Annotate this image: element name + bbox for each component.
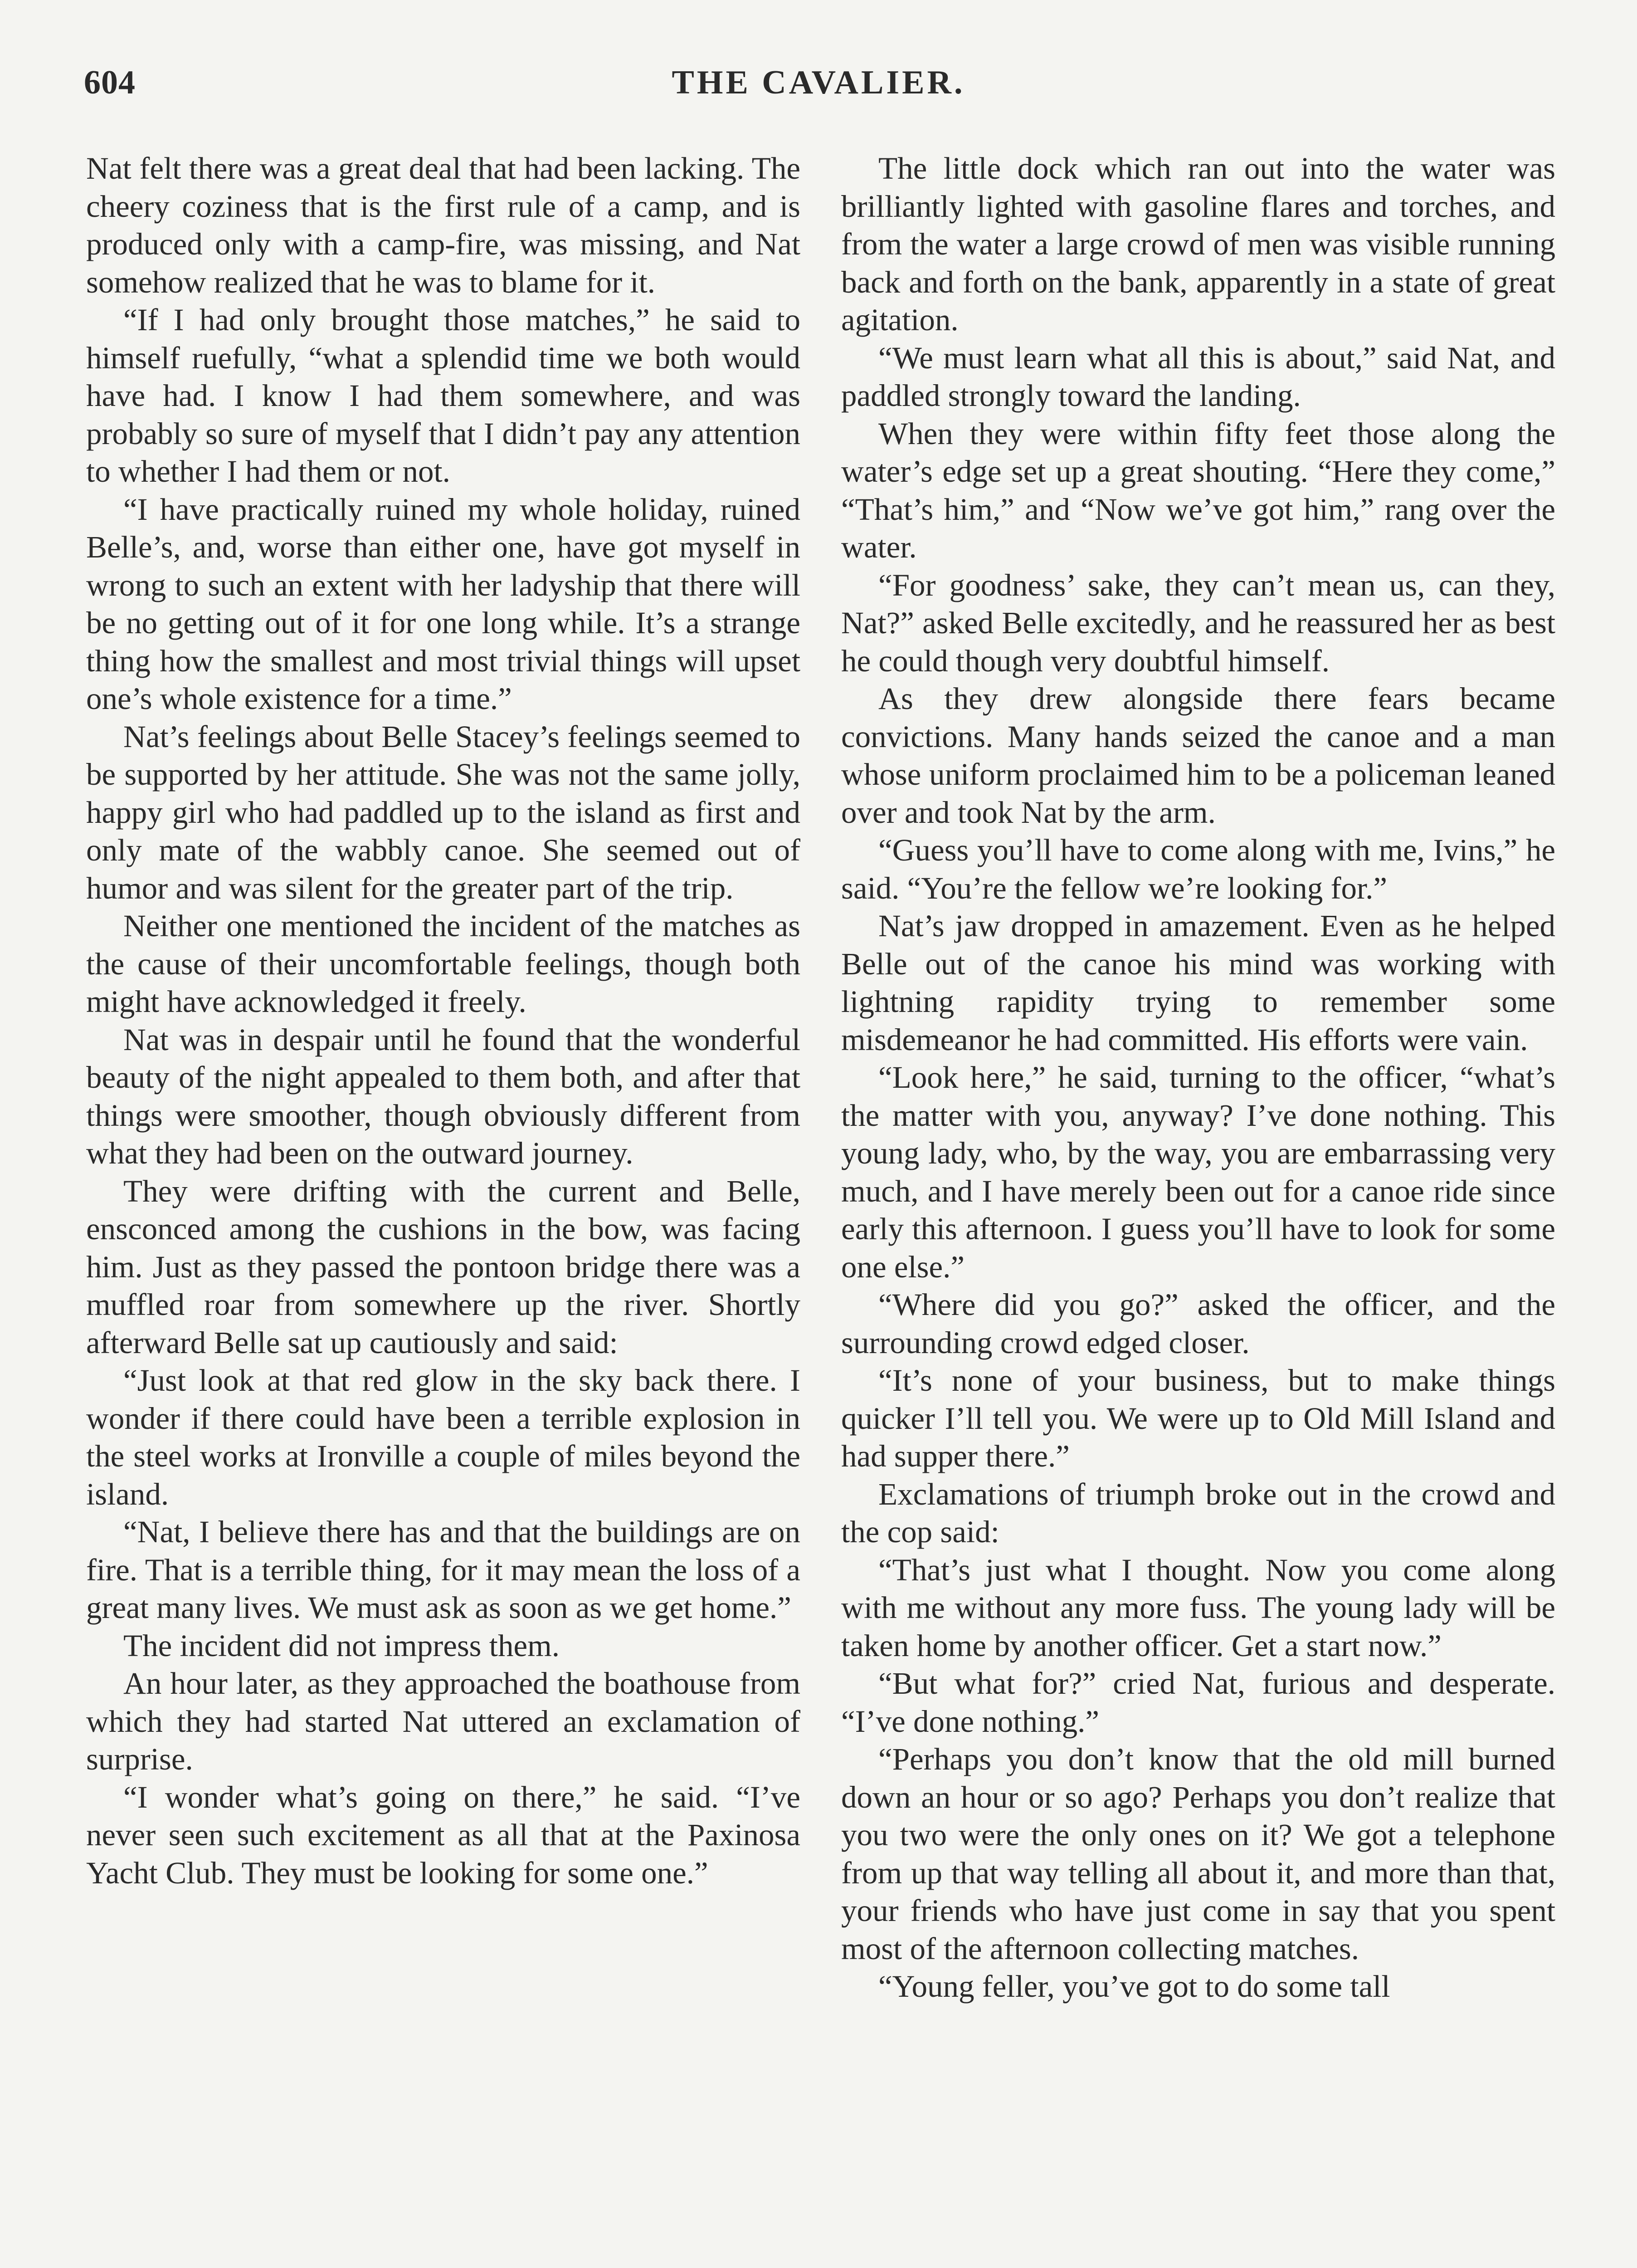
paragraph: Nat’s jaw dropped in amazement. Even as he helped Belle out of the canoe his mind was working with lightning rapidity trying to remember some misdemeanor he had committed. His efforts were vain. bbox=[841, 909, 1555, 1057]
paragraph: When they were within fifty feet those along the water’s edge set up a great shouting. “Here they come,” “That’s him,” and “Now we’ve got him,” rang over the water. bbox=[841, 416, 1555, 564]
paragraph: “For goodness’ sake, they can’t mean us, can they, Nat?” asked Belle excitedly, and he reassured her as best he could though very doubtful himself. bbox=[841, 567, 1555, 678]
paragraph: Neither one mentioned the incident of the matches as the cause of their uncomfortable feelings, though both might have acknowledged it freely. bbox=[86, 909, 800, 1019]
paragraph: “I wonder what’s going on there,” he said. “I’ve never seen such excitement as all that at the Paxinosa Yacht Club. They must be looking for some one.” bbox=[86, 1779, 800, 1890]
paragraph: Nat’s feelings about Belle Stacey’s feelings seemed to be supported by her attitude. She was not the same jolly, happy girl who had paddled up to the island as first and only mate of the wabbly canoe. She seemed out of humor and was silent for the greater part of the trip. bbox=[86, 719, 800, 905]
magazine-title: THE CAVALIER. bbox=[672, 64, 965, 101]
paragraph: They were drifting with the current and Belle, ensconced among the cushions in the bow, was facing him. Just as they passed the pontoon bridge there was a muffled roar from somewhere up the river. Shortly afterward Belle sat up cautiously and said: bbox=[86, 1173, 800, 1360]
paragraph: As they drew alongside there fears became convictions. Many hands seized the canoe and a man whose uniform proclaimed him to be a policeman leaned over and took Nat by the arm. bbox=[841, 681, 1555, 830]
paragraph: “Look here,” he said, turning to the officer, “what’s the matter with you, anyway? I’ve done nothing. This young lady, who, by the way, you are embarrassing very much, and I have merely been out for a canoe ride since early this afternoon. I guess you’ll have to look for some one else.” bbox=[841, 1060, 1555, 1284]
paragraph: “Perhaps you don’t know that the old mill burned down an hour or so ago? Perhaps you don’t realize that you two were the only ones on it? We got a telephone from up that way telling all about it, and more than that, your friends who have just come in say that you spent most of the afternoon collecting matches. bbox=[841, 1742, 1555, 1966]
paragraph: “It’s none of your business, but to make things quicker I’ll tell you. We were up to Old Mill Island and had supper there.” bbox=[841, 1363, 1555, 1473]
paragraph: Nat was in despair until he found that the wonderful beauty of the night appealed to them both, and after that things were smoother, though obviously different from what they had been on the outward journey. bbox=[86, 1022, 800, 1170]
paragraph: “Where did you go?” asked the officer, and the surrounding crowd edged closer. bbox=[841, 1287, 1555, 1360]
paragraph: “That’s just what I thought. Now you come along with me without any more fuss. The young lady will be taken home by another officer. Get a start now.” bbox=[841, 1552, 1555, 1663]
paragraph: The incident did not impress them. bbox=[123, 1628, 560, 1663]
paragraph: An hour later, as they approached the boathouse from which they had started Nat uttered an exclamation of surprise. bbox=[86, 1666, 800, 1776]
paragraph: “But what for?” cried Nat, furious and desperate. “I’ve done nothing.” bbox=[841, 1666, 1555, 1739]
paragraph: Exclamations of triumph broke out in the crowd and the cop said: bbox=[841, 1476, 1555, 1549]
left-column bbox=[86, 150, 800, 2268]
paragraph: “Just look at that red glow in the sky back there. I wonder if there could have been a terrible explosion in the steel works at Ironville a couple of miles beyond the island. bbox=[86, 1363, 800, 1511]
paragraph: The little dock which ran out into the water was brilliantly lighted with gasoline flares and torches, and from the water a large crowd of men was visible running back and forth on the bank, apparently in a state of great agitation. bbox=[841, 151, 1555, 337]
paragraph: “I have practically ruined my whole holiday, ruined Belle’s, and, worse than either one, have got myself in wrong to such an extent with her ladyship that there will be no getting out of it for one long while. It’s a strange thing how the smallest and most trivial things will upset one’s whole existence for a time.” bbox=[86, 492, 800, 716]
right-column bbox=[841, 150, 1555, 2268]
paragraph: “We must learn what all this is about,” said Nat, and paddled strongly toward the landing. bbox=[841, 340, 1555, 413]
paragraph: “Young feller, you’ve got to do some tall bbox=[878, 1969, 1390, 2004]
page-number: 604 bbox=[84, 64, 136, 101]
paragraph: “Guess you’ll have to come along with me, Ivins,” he said. “You’re the fellow we’re looking for.” bbox=[841, 833, 1555, 905]
paragraph: “Nat, I believe there has and that the buildings are on fire. That is a terrible thing, for it may mean the loss of a great many lives. We must ask as soon as we get home.” bbox=[86, 1515, 800, 1625]
paragraph: “If I had only brought those matches,” he said to himself ruefully, “what a splendid time we both would have had. I know I had them somewhere, and was probably so sure of myself that I didn’t pay any attention to whether I had them or not. bbox=[86, 303, 800, 489]
paragraph: Nat felt there was a great deal that had been lacking. The cheery coziness that is the first rule of a camp, and is produced only with a camp-fire, was missing, and Nat somehow realized that he was to blame for it. bbox=[86, 151, 800, 299]
page-header bbox=[84, 64, 1553, 118]
